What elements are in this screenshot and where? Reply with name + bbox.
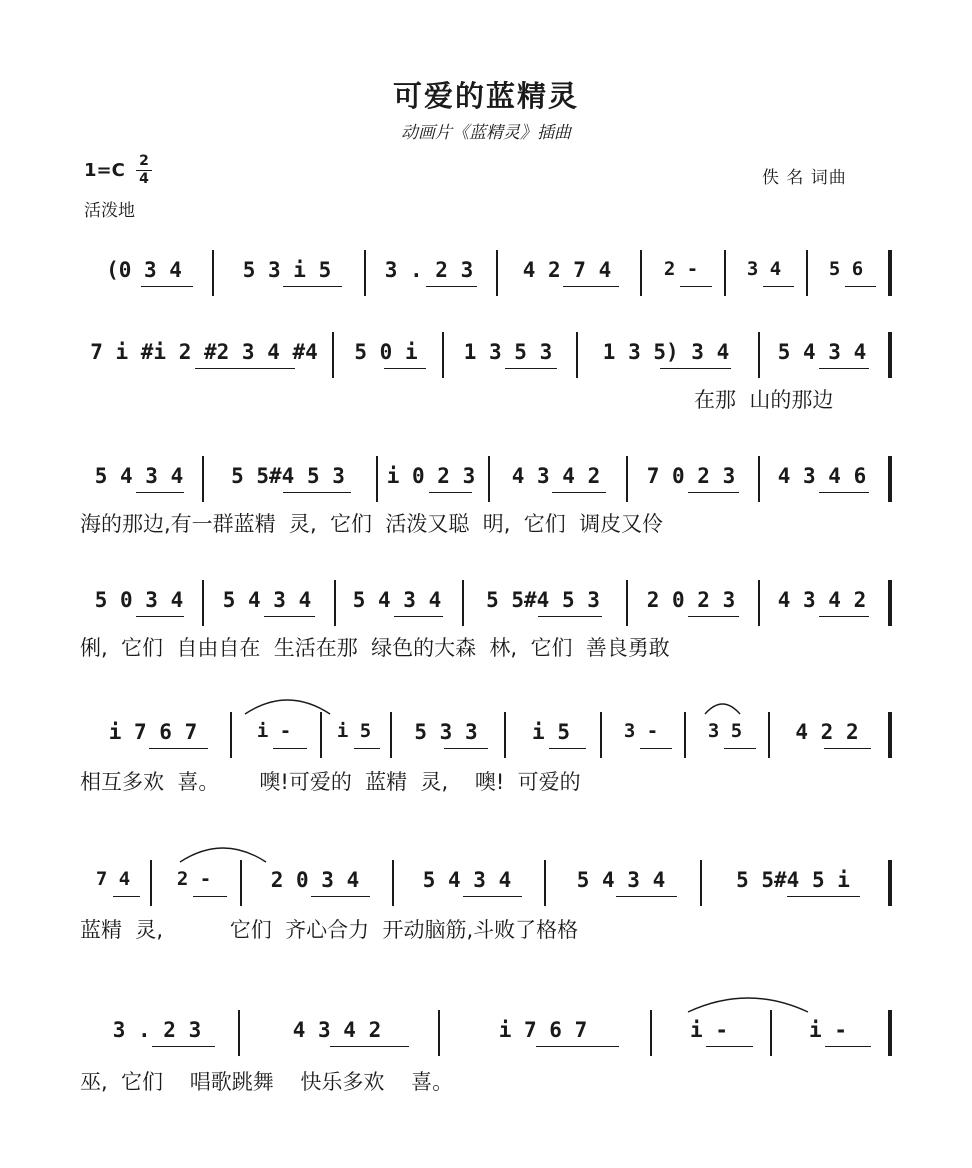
lyrics-line: 巫, 它们 唱歌跳舞 快乐多欢 喜。 — [80, 1070, 454, 1094]
beam-underline — [394, 616, 444, 617]
measure: 7 0 2 3 — [646, 464, 736, 488]
beam-underline — [384, 368, 426, 369]
measure: 5 5#4 5 i — [736, 868, 850, 892]
beam-underline — [640, 748, 672, 749]
measure: 1 3 5 3 — [463, 340, 553, 364]
beam-underline — [706, 1046, 752, 1047]
measure: 7 4 — [95, 868, 131, 890]
beam-underline — [845, 286, 876, 287]
time-denominator: 4 — [139, 171, 149, 187]
bar-line — [758, 580, 760, 626]
song-title: 可爱的蓝精灵 — [392, 79, 579, 113]
beam-underline — [563, 286, 619, 287]
lyrics-line: 俐, 它们 自由自在 生活在那 绿色的大森 林, 它们 善良勇敢 — [80, 636, 670, 660]
beam-underline — [763, 286, 794, 287]
slur-path — [705, 704, 740, 714]
beam-underline — [819, 492, 869, 493]
beam-underline — [136, 616, 184, 617]
measure: 5 0 3 4 — [94, 588, 184, 612]
measure: 4 3 4 2 — [292, 1018, 382, 1042]
measure: 7 i #i 2 #2 3 4 #4 — [90, 340, 318, 364]
measure: 5 4 3 4 — [94, 464, 184, 488]
measure: 2 0 3 4 — [270, 868, 360, 892]
slur-path — [180, 848, 266, 862]
bar-line — [332, 332, 334, 378]
beam-underline — [149, 748, 208, 749]
beam-underline — [616, 896, 677, 897]
measure: 5 4 3 4 — [777, 340, 867, 364]
measure: 4 2 7 4 — [522, 258, 612, 282]
bar-line — [442, 332, 444, 378]
beam-underline — [819, 616, 869, 617]
measure: 3 . 2 3 — [112, 1018, 202, 1042]
measure: 4 3 4 2 — [511, 464, 601, 488]
beam-underline — [688, 616, 739, 617]
staff-row — [80, 1010, 892, 1110]
measure: i 0 2 3 — [386, 464, 476, 488]
staff-row — [80, 580, 892, 680]
beam-underline — [724, 748, 756, 749]
beam-underline — [819, 368, 869, 369]
bar-line — [888, 456, 892, 502]
beam-underline — [193, 896, 227, 897]
beam-underline — [680, 286, 712, 287]
measure: i 5 — [532, 720, 570, 744]
bar-line — [806, 250, 808, 296]
beam-underline — [330, 1046, 408, 1047]
bar-line — [888, 580, 892, 626]
staff-row — [80, 712, 892, 812]
notes-line — [80, 332, 892, 380]
beam-underline — [444, 748, 488, 749]
slur-arc — [80, 690, 892, 720]
measure: 3 . 2 3 — [384, 258, 474, 282]
notes-line — [80, 580, 892, 628]
beam-underline — [283, 492, 351, 493]
measure: 3 - — [623, 720, 659, 742]
bar-line — [496, 250, 498, 296]
measure: 3 5 — [707, 720, 743, 742]
beam-underline — [824, 748, 870, 749]
notes-line — [80, 456, 892, 504]
measure: 1 3 5) 3 4 — [602, 340, 730, 364]
bar-line — [212, 250, 214, 296]
bar-line — [758, 456, 760, 502]
beam-underline — [787, 896, 861, 897]
beam-underline — [429, 492, 472, 493]
key-signature: 1=C — [84, 160, 125, 181]
bar-line — [462, 580, 464, 626]
measure: 2 - — [663, 258, 699, 280]
beam-underline — [549, 748, 586, 749]
beam-underline — [552, 492, 606, 493]
measure: 3 4 — [746, 258, 782, 280]
composer-credit: 佚 名 词曲 — [762, 168, 847, 188]
bar-line — [888, 332, 892, 378]
measure: 5 4 3 4 — [422, 868, 512, 892]
lyrics-line: 蓝精 灵, 它们 齐心合力 开动脑筋,斗败了格格 — [80, 918, 579, 942]
notes-line — [80, 250, 892, 298]
bar-line — [202, 580, 204, 626]
measure: i - — [256, 720, 292, 742]
bar-line — [626, 456, 628, 502]
lyrics-line: 在那 山的那边 — [694, 388, 834, 412]
bar-line — [640, 250, 642, 296]
measure: 4 3 4 2 — [777, 588, 867, 612]
bar-line — [376, 456, 378, 502]
slur-path — [688, 998, 808, 1012]
measure: 5 3 i 5 — [242, 258, 332, 282]
bar-line — [488, 456, 490, 502]
beam-underline — [825, 1046, 871, 1047]
beam-underline — [273, 748, 307, 749]
measure: (0 3 4 — [106, 258, 182, 282]
measure: i 7 6 7 — [498, 1018, 588, 1042]
time-numerator: 2 — [139, 153, 149, 169]
beam-underline — [536, 1046, 619, 1047]
measure: 2 - — [176, 868, 212, 890]
measure: i - — [809, 1018, 847, 1042]
bar-line — [888, 250, 892, 296]
beam-underline — [505, 368, 557, 369]
slur-arc — [80, 988, 892, 1018]
measure: 4 2 2 — [795, 720, 859, 744]
bar-line — [724, 250, 726, 296]
beam-underline — [311, 896, 370, 897]
beam-underline — [660, 368, 731, 369]
bar-line — [626, 580, 628, 626]
song-subtitle: 动画片《蓝精灵》插曲 — [401, 123, 571, 143]
measure: 5 0 i — [354, 340, 418, 364]
measure: 5 3 3 — [414, 720, 478, 744]
bar-line — [364, 250, 366, 296]
beam-underline — [264, 616, 315, 617]
time-signature — [136, 154, 152, 187]
measure: 4 3 4 6 — [777, 464, 867, 488]
beam-underline — [688, 492, 739, 493]
bar-line — [758, 332, 760, 378]
measure: 5 5#4 5 3 — [231, 464, 345, 488]
beam-underline — [283, 286, 342, 287]
beam-underline — [195, 368, 295, 369]
measure: 5 6 — [828, 258, 864, 280]
measure: i 7 6 7 — [108, 720, 198, 744]
measure: 5 4 3 4 — [576, 868, 666, 892]
measure: i 5 — [336, 720, 372, 742]
beam-underline — [141, 286, 193, 287]
measure: 2 0 2 3 — [646, 588, 736, 612]
beam-underline — [136, 492, 184, 493]
measure: 5 4 3 4 — [352, 588, 442, 612]
lyrics-line: 相互多欢 喜。 噢!可爱的 蓝精 灵, 噢! 可爱的 — [80, 770, 581, 794]
slur-arc — [80, 838, 892, 868]
beam-underline — [152, 1046, 214, 1047]
measure: i - — [690, 1018, 728, 1042]
bar-line — [334, 580, 336, 626]
beam-underline — [113, 896, 140, 897]
lyrics-line: 海的那边,有一群蓝精 灵, 它们 活泼又聪 明, 它们 调皮又伶 — [80, 512, 664, 536]
beam-underline — [426, 286, 477, 287]
measure: 5 5#4 5 3 — [486, 588, 600, 612]
staff-row — [80, 332, 892, 432]
beam-underline — [538, 616, 602, 617]
bar-line — [576, 332, 578, 378]
beam-underline — [463, 896, 522, 897]
staff-row — [80, 456, 892, 556]
tempo-marking: 活泼地 — [84, 201, 135, 221]
beam-underline — [354, 748, 380, 749]
measure: 5 4 3 4 — [222, 588, 312, 612]
staff-row — [80, 860, 892, 960]
bar-line — [202, 456, 204, 502]
